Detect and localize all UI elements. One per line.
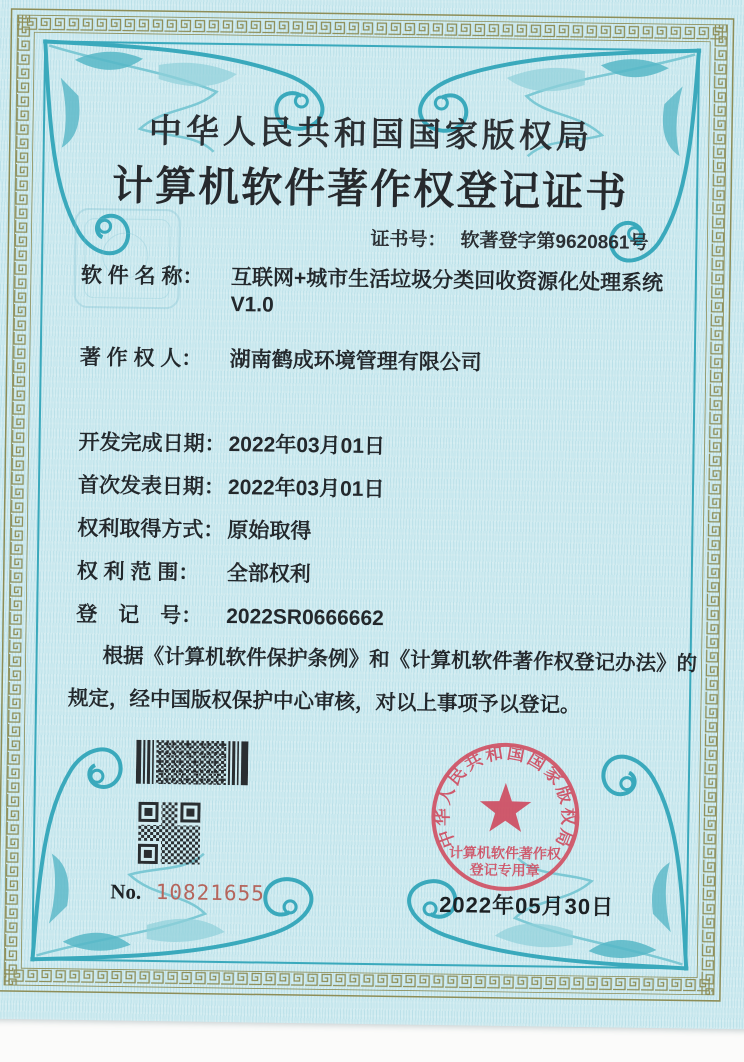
certificate-title: 计算机软件著作权登记证书 (111, 162, 629, 216)
authority-title: 中华人民共和国国家版权局 (148, 113, 594, 157)
field-label: 登 记 号： (76, 602, 203, 628)
field-value: 原始取得 (227, 519, 312, 544)
field-row-software-name (80, 259, 663, 325)
seal-star-icon (480, 783, 532, 833)
field-label: 开发完成日期： (78, 430, 226, 456)
field-label: 著 作 权 人： (79, 345, 203, 371)
field-label: 软 件 名 称： (80, 263, 204, 289)
field-row-acquisition-method (77, 512, 311, 545)
field-row-registration-number (76, 598, 384, 632)
official-seal (419, 731, 591, 903)
field-value: 2022SR0666662 (226, 605, 384, 631)
barcode (136, 740, 249, 786)
serial-prefix: No. (110, 879, 142, 904)
certificate-number-value: 软著登字第9620861号 (460, 230, 649, 254)
field-label: 首次发表日期： (77, 473, 226, 499)
seal-text-line1: 计算机软件著作权 (448, 846, 561, 863)
issue-date: 2022年05月30日 (439, 892, 615, 920)
qr-code (138, 802, 201, 865)
field-label: 权利取得方式： (77, 516, 225, 542)
serial-number-line (110, 879, 265, 906)
field-row-dev-complete-date (78, 426, 385, 460)
field-row-first-publish-date (78, 469, 385, 503)
seal-ring-text: 中华人民共和国国家版权局 (432, 742, 579, 853)
field-row-copyright-owner (80, 341, 482, 377)
field-value: 2022年03月01日 (228, 433, 386, 459)
statement-line2: 规定，经中国版权保护中心审核，对以上事项予以登记。 (67, 686, 581, 717)
registration-statement (68, 634, 698, 729)
field-value: 2022年03月01日 (227, 476, 385, 502)
field-label: 权 利 范 围： (76, 559, 200, 585)
field-value: 湖南鹤成环境管理有限公司 (229, 348, 482, 375)
greek-key-top (17, 15, 727, 42)
field-row-rights-scope (77, 555, 311, 588)
certificate-number (370, 224, 648, 255)
statement-line1: 根据《计算机软件保护条例》和《计算机软件著作权登记办法》的 (102, 644, 698, 676)
greek-key-bottom (4, 968, 714, 995)
serial-number: 10821655 (155, 880, 266, 906)
field-value-line2: V1.0 (230, 293, 274, 317)
field-value: 互联网+城市生活垃圾分类回收资源化处理系统 (230, 266, 664, 296)
field-value: 全部权利 (226, 562, 311, 587)
certificate-number-label: 证书号： (370, 228, 447, 252)
seal-text-line2: 登记专用章 (469, 863, 540, 880)
